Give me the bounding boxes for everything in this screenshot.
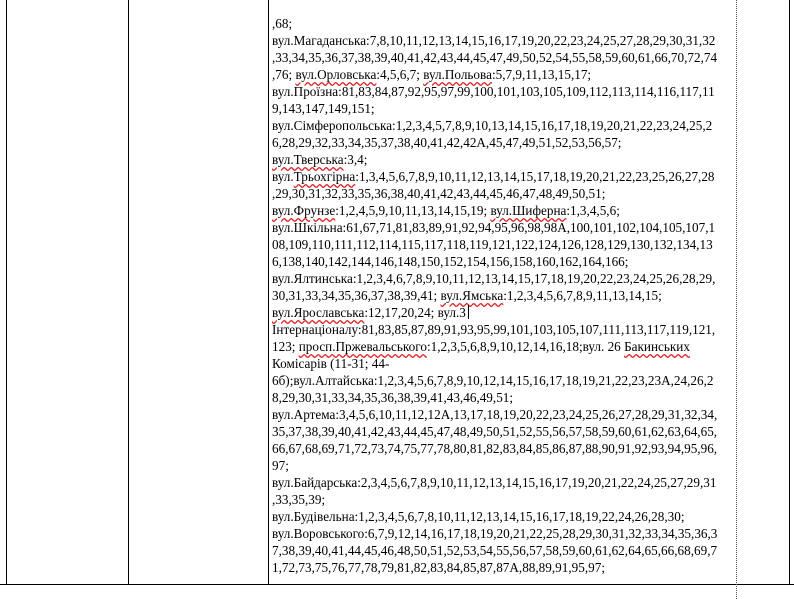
table-column-divider [128, 0, 129, 585]
text-segment: ,76; [272, 67, 296, 82]
text-line [272, 321, 790, 338]
text-line [272, 372, 790, 389]
text-segment: 6,138,140,142,144,146,148,150,152,154,156,158,160,162,164,166; [272, 254, 629, 269]
text-line [272, 474, 790, 491]
text-line [272, 491, 790, 508]
text-segment: 1,72,73,75,76,77,78,79,81,82,83,84,85,87,87А,88,89,91,95,97; [272, 560, 605, 575]
spellcheck-underlined-text: вул.Тверська [272, 152, 344, 167]
text-line [272, 219, 790, 236]
text-segment: 97; [272, 458, 289, 473]
text-line [272, 270, 790, 287]
text-line [272, 287, 790, 304]
text-line [272, 236, 790, 253]
text-line [272, 253, 790, 270]
text-segment: 9,143,147,149,151; [272, 101, 375, 116]
text-segment: :1,3,4,5,6; [566, 203, 620, 218]
text-line [272, 134, 790, 151]
table-border-left [6, 0, 7, 585]
text-line [272, 355, 790, 372]
table-column-divider [268, 0, 269, 585]
text-segment: ,68; [272, 16, 293, 31]
text-segment: вул. [272, 169, 294, 184]
text-segment: ,33,34,35,36,37,38,39,40,41,42,43,44,45,47,49,50,52,54,55,58,59,60,61,66,70,72,74 [272, 50, 718, 65]
text-line [272, 49, 790, 66]
text-line [272, 440, 790, 457]
text-line [272, 100, 790, 117]
text-line [272, 117, 790, 134]
text-line [272, 32, 790, 49]
text-segment: вул.Магаданська:7,8,10,11,12,13,14,15,16,17,19,20,22,23,24,25,27,28,29,30,31,32 [272, 33, 716, 48]
spellcheck-underlined-text: вул.Шиферна [490, 203, 567, 218]
text-line [272, 525, 790, 542]
table-row-border [0, 584, 794, 585]
text-line [272, 168, 790, 185]
text-segment: вул.Шкільна:61,67,71,81,83,89,91,92,94,95,96,98,98А,100,101,102,104,105,107,1 [272, 220, 716, 235]
text-segment: вул.Воровського:6,7,9,12,14,16,17,18,19,20,21,22,25,28,29,30,31,32,33,34,35,36,3 [272, 526, 718, 541]
spellcheck-underlined-text: вул.Польова [423, 67, 492, 82]
text-line [272, 542, 790, 559]
text-segment: :1,2,3,4,5,6,7,8,9,11,13,14,15; [503, 288, 662, 303]
text-segment: ,33,35,39; [272, 492, 326, 507]
text-line [272, 406, 790, 423]
text-segment: Комісарів (11-31; 44- [272, 356, 390, 371]
spellcheck-underlined-text: вул.Орловська [295, 67, 377, 82]
spellcheck-underlined-text: вул.Ямська [440, 288, 504, 303]
text-segment: :1,2,4,5,9,10,11,13,14,15,19; [335, 203, 491, 218]
text-line [272, 185, 790, 202]
text-segment: 6,28,29,32,33,34,35,37,38,40,41,42,42А,45,47,49,51,52,53,56,57; [272, 135, 622, 150]
text-segment: :12,17,20,24; вул.3 [364, 305, 466, 320]
text-line [272, 338, 790, 355]
text-segment: вул.Сімферопольська:1,2,3,4,5,7,8,9,10,13,14,15,16,17,18,19,20,21,22,23,24,25,2 [272, 118, 713, 133]
spellcheck-underlined-text: вул.Ярославська [272, 305, 365, 320]
spellcheck-underlined-text: вул.Фрунзе [272, 203, 336, 218]
text-segment: 08,109,110,111,112,114,115,117,118,119,121,122,124,126,128,129,130,132,134,13 [272, 237, 713, 252]
text-line [272, 83, 790, 100]
text-line [272, 304, 790, 321]
text-segment: :5,7,9,11,13,15,17; [491, 67, 592, 82]
text-segment: вул.Проїзна:81,83,84,87,92,95,97,99,100,101,103,105,109,112,113,114,116,117,11 [272, 84, 715, 99]
text-segment: :1,2,3,5,6,8,9,10,12,14,16,18;вул. 26 [426, 339, 625, 354]
text-segment: 30,31,33,34,35,36,37,38,39,41; [272, 288, 441, 303]
text-line [272, 457, 790, 474]
text-segment: 6б);вул.Алтайська:1,2,3,4,5,6,7,8,9,10,12,14,15,16,17,18,19,21,22,23,23А,24,26,2 [272, 373, 714, 388]
text-segment: 8,29,30,31,33,34,35,36,38,39,41,43,46,49,51; [272, 390, 514, 405]
text-segment: вул.Будівельна:1,2,3,4,5,6,7,8,10,11,12,13,14,15,16,17,18,19,22,24,26,28,30; [272, 509, 685, 524]
address-list-cell[interactable] [272, 15, 790, 576]
spellcheck-underlined-text: просп.Пржевальського [298, 339, 427, 354]
text-segment: :1,3,4,5,6,7,8,9,10,11,12,13,14,15,17,18,19,20,21,22,23,25,26,27,28 [355, 169, 715, 184]
text-line [272, 15, 790, 32]
text-segment: вул.Байдарська:2,3,4,5,6,7,8,9,10,11,12,13,14,15,16,17,19,20,21,22,24,25,27,29,31 [272, 475, 717, 490]
spellcheck-underlined-text: Трьохгірна [293, 169, 356, 184]
text-segment: :3,4; [343, 152, 368, 167]
text-segment: вул.Ялтинська:1,2,3,4,6,7,8,9,10,11,12,13,14,15,17,18,19,20,22,23,24,25,26,28,29, [272, 271, 716, 286]
text-segment: вул.Артема:3,4,5,6,10,11,12,12А,13,17,18,19,20,22,23,24,25,26,27,28,29,31,32,34, [272, 407, 718, 422]
text-cursor [468, 305, 469, 319]
text-segment: ,29,30,31,32,33,35,36,38,40,41,42,43,44,45,46,47,48,49,50,51; [272, 186, 606, 201]
text-segment: 35,37,38,39,40,41,42,43,44,45,47,48,49,50,51,52,55,56,57,58,59,60,61,62,63,64,65, [272, 424, 718, 439]
text-line [272, 508, 790, 525]
text-segment: 7,38,39,40,41,44,45,46,48,50,51,52,53,54,55,56,57,58,59,60,61,62,64,65,66,68,69,7 [272, 543, 718, 558]
text-segment: 66,67,68,69,71,72,73,74,75,77,78,80,81,82,83,84,85,86,87,88,90,91,92,93,94,95,96, [272, 441, 718, 456]
text-segment: Інтернаціоналу:81,83,85,87,89,91,93,95,99,101,103,105,107,111,113,117,119,121, [272, 322, 716, 337]
text-line [272, 559, 790, 576]
text-segment: :4,5,6,7; [376, 67, 424, 82]
text-line [272, 389, 790, 406]
text-segment: 123; [272, 339, 299, 354]
text-line [272, 151, 790, 168]
text-line [272, 202, 790, 219]
text-line [272, 66, 790, 83]
spellcheck-underlined-text: Бакинських [624, 339, 690, 354]
text-line [272, 423, 790, 440]
